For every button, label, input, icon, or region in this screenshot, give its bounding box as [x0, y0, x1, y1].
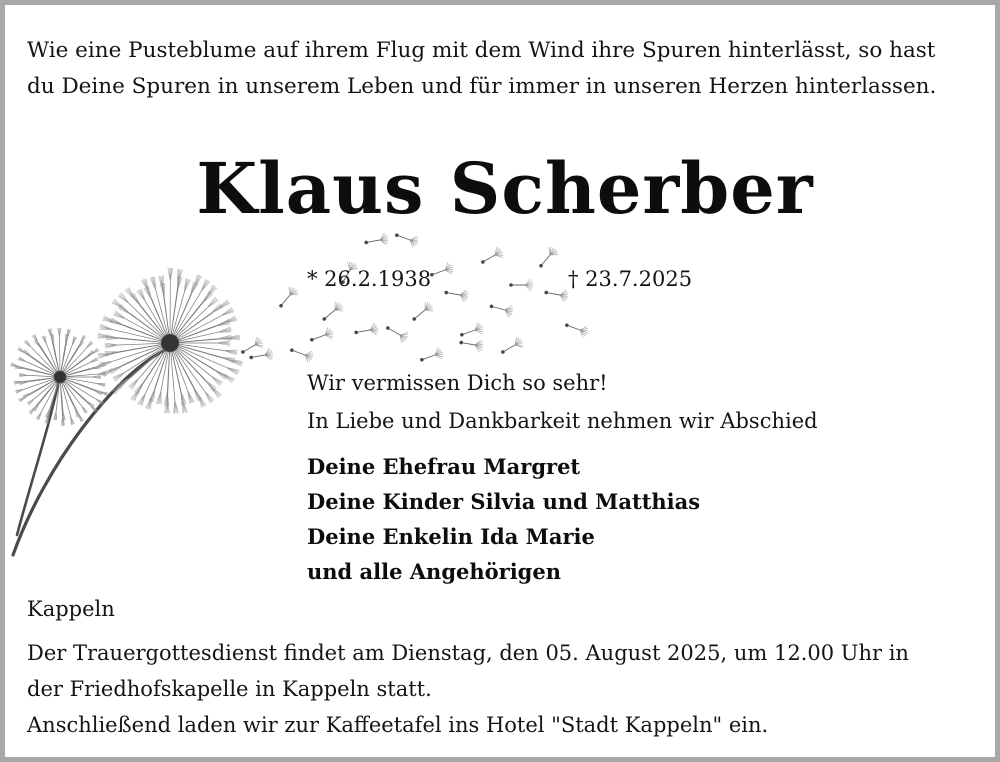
quote-line: Wie eine Pusteblume auf ihrem Flug mit dem Wind ihre Spuren hinterlässt, so hast [27, 38, 936, 63]
service-info [27, 635, 987, 707]
service-line: der Friedhofskapelle in Kappeln statt. [27, 677, 432, 701]
birth-date: * 26.2.1938 [307, 267, 432, 291]
family-member: und alle Angehörigen [307, 559, 561, 584]
closing-line: Wir vermissen Dich so sehr! [307, 371, 608, 395]
death-date: † 23.7.2025 [568, 267, 693, 291]
reception-info: Anschließend laden wir zur Kaffeetafel ins Hotel "Stadt Kappeln" ein. [27, 713, 769, 737]
closing-line: In Liebe und Dankbarkeit nehmen wir Abschied [307, 409, 818, 433]
family-list [307, 449, 700, 589]
deceased-name: Klaus Scherber [196, 147, 814, 230]
quote-line: du Deine Spuren in unserem Leben und für immer in unseren Herzen hinterlassen. [27, 74, 937, 99]
service-line: Der Trauergottesdienst findet am Dienstag, den 05. August 2025, um 12.00 Uhr in [27, 641, 909, 665]
family-member: Deine Enkelin Ida Marie [307, 524, 595, 549]
family-member: Deine Kinder Silvia und Matthias [307, 489, 701, 514]
family-member: Deine Ehefrau Margret [307, 454, 581, 479]
memorial-quote [27, 33, 987, 105]
place-name: Kappeln [27, 597, 115, 621]
